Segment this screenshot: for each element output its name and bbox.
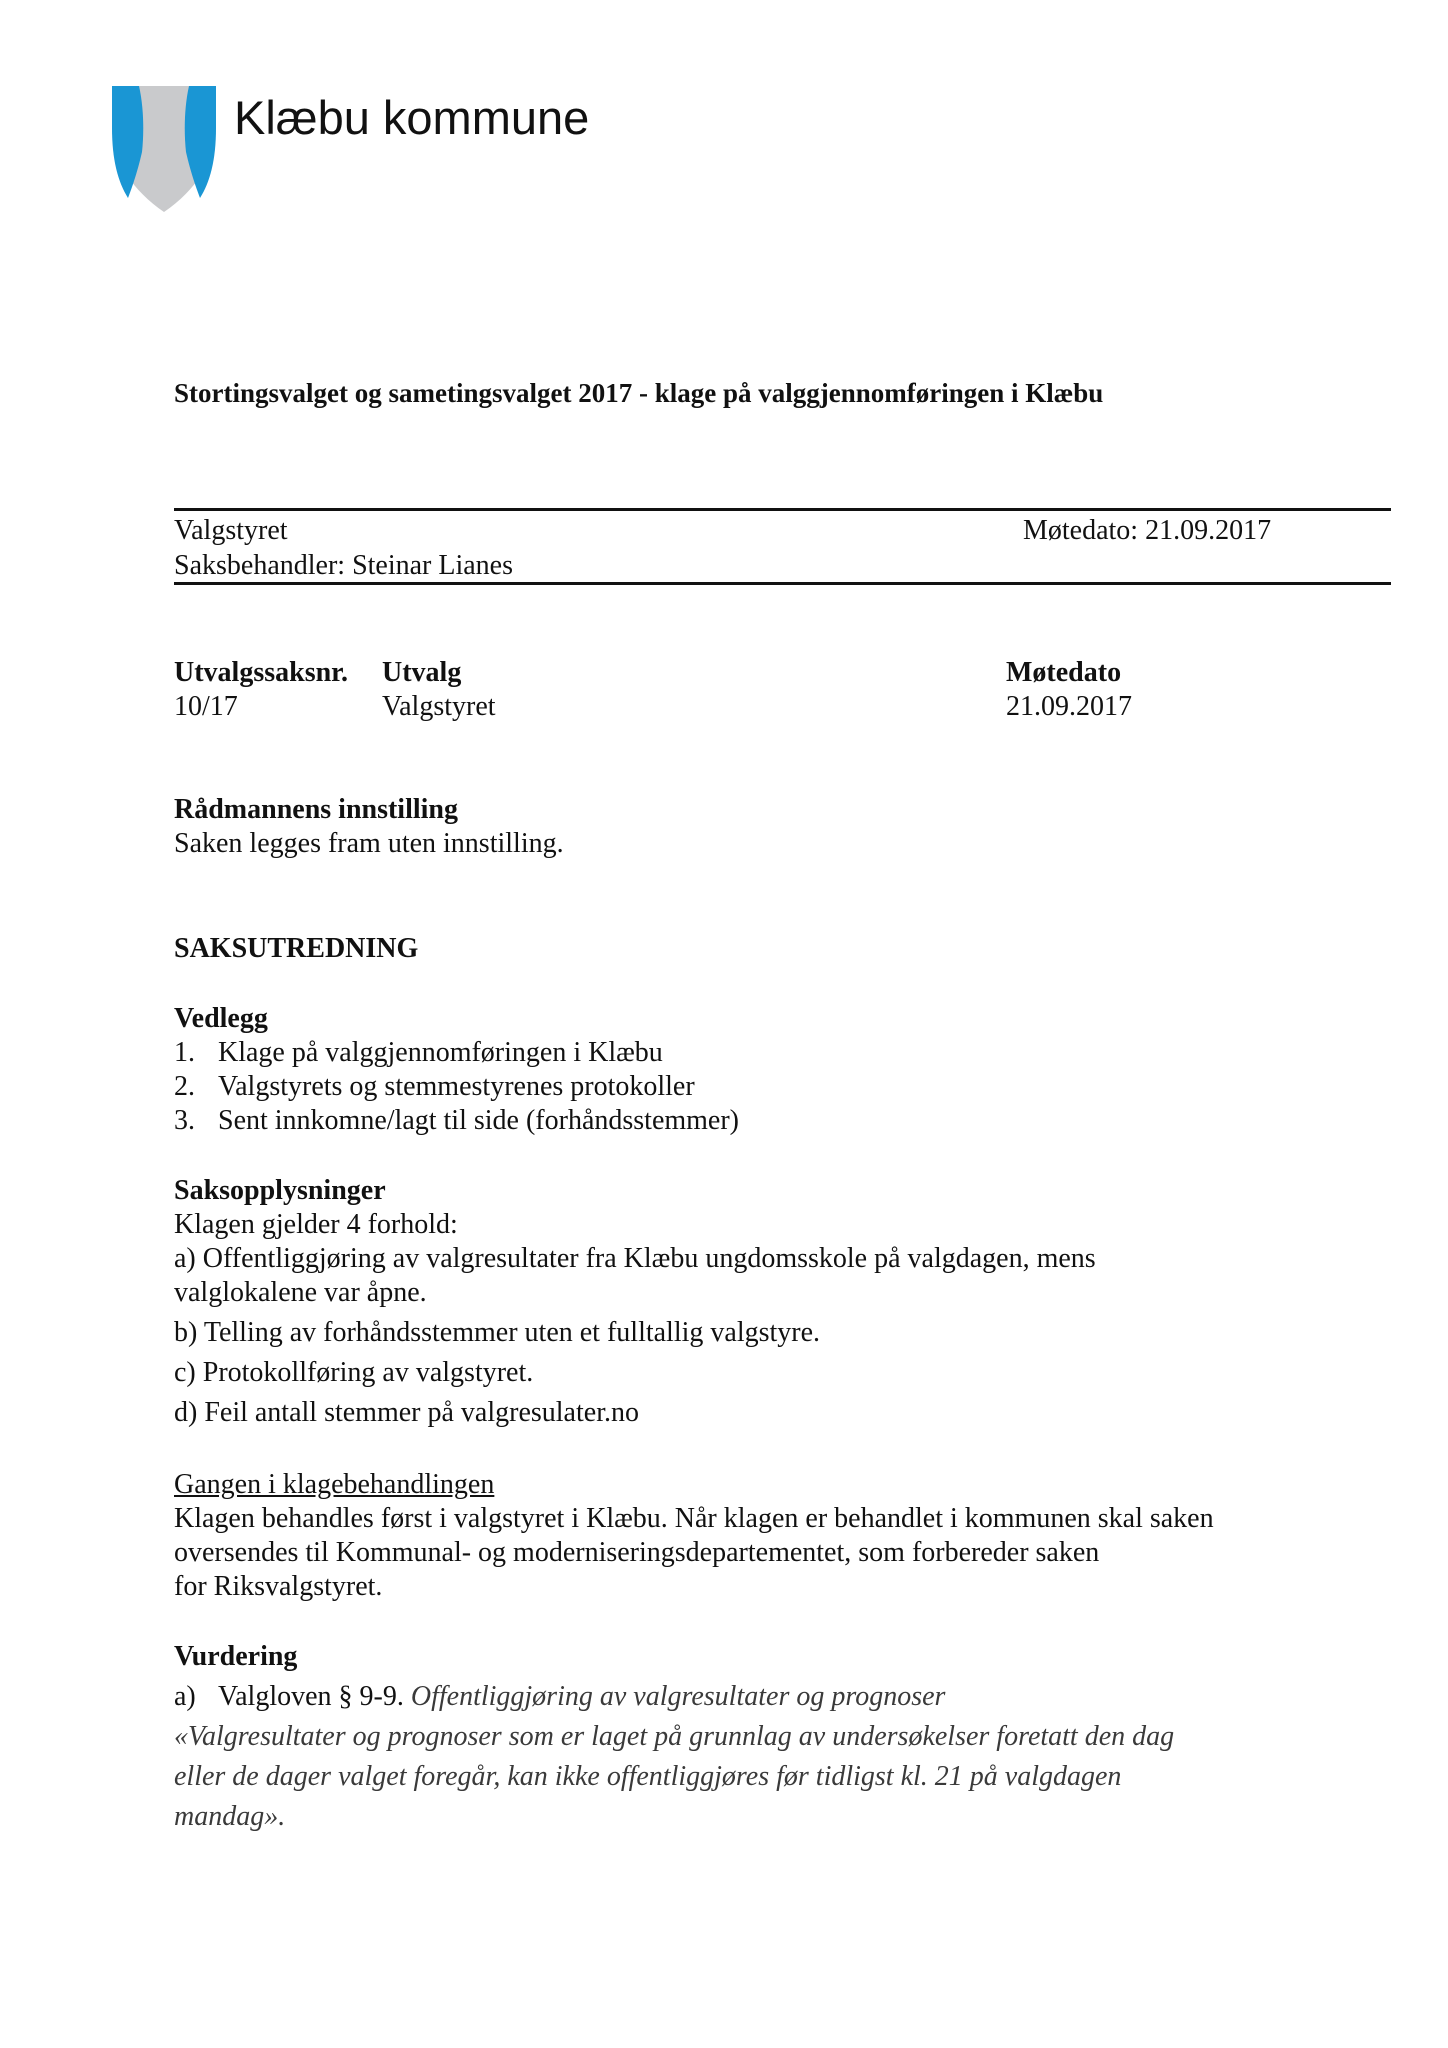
attachments-heading: Vedlegg — [174, 1003, 268, 1034]
procedure-text: oversendes til Kommunal- og moderniseringsdepartementet, som forbereder saken — [174, 1537, 1100, 1568]
law-section: Valgloven § 9-9. — [218, 1681, 404, 1712]
assessment-item-label: a) — [174, 1681, 196, 1712]
recommendation-text: Saken legges fram uten innstilling. — [174, 828, 564, 859]
attachment-number: 2. — [174, 1071, 195, 1102]
case-info-item-d: d) Feil antall stemmer på valgresulater.no — [174, 1397, 639, 1428]
law-quote: eller de dager valget foregår, kan ikke offentliggjøres før tidligst kl. 21 på valgdagen — [174, 1761, 1122, 1792]
case-info-item-a-continued: valglokalene var åpne. — [174, 1277, 427, 1308]
document-title: Stortingsvalget og sametingsvalget 2017 - klage på valggjennomføringen i Klæbu — [174, 378, 1104, 408]
procedure-text: for Riksvalgstyret. — [174, 1571, 383, 1602]
case-info-item-a: a) Offentliggjøring av valgresultater fra Klæbu ungdomsskole på valgdagen, mens — [174, 1243, 1096, 1274]
table-cell-case-number: 10/17 — [174, 691, 238, 722]
table-cell-committee: Valgstyret — [382, 691, 496, 722]
bottom-divider — [174, 582, 1391, 585]
table-header-case-number: Utvalgssaksnr. — [174, 657, 349, 688]
table-header-meeting-date: Møtedato — [1006, 657, 1122, 688]
attachment-number: 1. — [174, 1037, 195, 1068]
case-info-item-c: c) Protokollføring av valgstyret. — [174, 1357, 534, 1388]
assessment-law-reference — [218, 1680, 945, 1714]
assessment-heading: Vurdering — [174, 1641, 298, 1672]
procedure-text: Klagen behandles først i valgstyret i Klæbu. Når klagen er behandlet i kommunen skal saken — [174, 1503, 1214, 1534]
meeting-date: Møtedato: 21.09.2017 — [1023, 515, 1272, 546]
attachment-item: Klage på valggjennomføringen i Klæbu — [218, 1037, 663, 1068]
table-cell-meeting-date: 21.09.2017 — [1006, 691, 1132, 722]
case-handler: Saksbehandler: Steinar Lianes — [174, 550, 514, 581]
recommendation-heading: Rådmannens innstilling — [174, 794, 458, 825]
committee-name: Valgstyret — [174, 515, 288, 546]
municipal-coat-of-arms-icon — [112, 86, 216, 214]
law-section-title: Offentliggjøring av valgresultater og prognoser — [410, 1681, 946, 1712]
case-info-intro: Klagen gjelder 4 forhold: — [174, 1209, 458, 1240]
organization-name: Klæbu kommune — [234, 91, 590, 144]
section-heading: SAKSUTREDNING — [174, 933, 419, 964]
procedure-heading: Gangen i klagebehandlingen — [174, 1469, 495, 1500]
attachment-number: 3. — [174, 1105, 195, 1136]
top-divider — [174, 508, 1391, 511]
attachment-item: Valgstyrets og stemmestyrenes protokoller — [218, 1071, 695, 1102]
case-info-heading: Saksopplysninger — [174, 1175, 386, 1206]
table-header-committee: Utvalg — [382, 657, 462, 688]
case-info-item-b: b) Telling av forhåndsstemmer uten et fulltallig valgstyre. — [174, 1317, 821, 1348]
attachment-item: Sent innkomne/lagt til side (forhåndsstemmer) — [218, 1105, 740, 1136]
law-quote: mandag». — [174, 1801, 286, 1832]
law-quote: «Valgresultater og prognoser som er laget på grunnlag av undersøkelser foretatt den dag — [174, 1721, 1175, 1752]
